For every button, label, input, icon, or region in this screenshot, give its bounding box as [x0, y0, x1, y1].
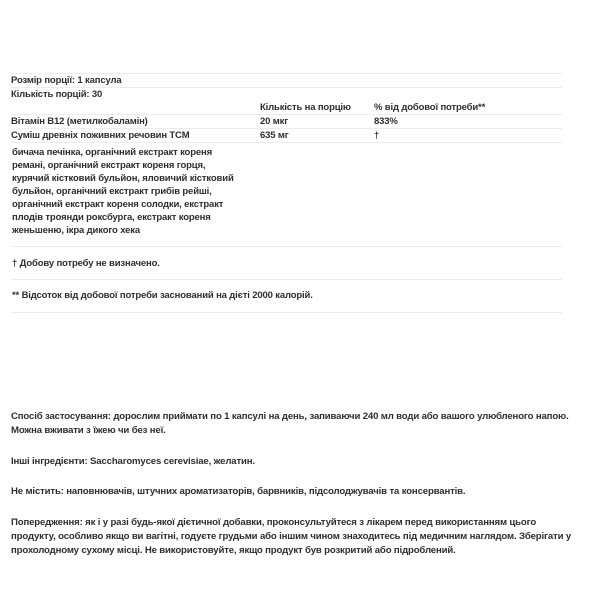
product-notes	[11, 410, 583, 559]
other-ingredients-text: Інші інгредієнти: Saccharomyces cerevisiae, желатин.	[11, 455, 255, 467]
warning-text: Попередження: як і у разі будь-якої дієтичної добавки, проконсультуйтеся з лікарем перед використанням цього продукту, особливо якщо ви вагітні, годуєте грудьми або іншим чином знаходитесь під медичним наглядом. Зберігати у прохолодному сухому місці. Не використовуйте, якщо продукт був розкритий або підроблений.	[11, 516, 572, 557]
supplement-facts-table	[11, 73, 562, 313]
table-header-row	[11, 101, 562, 115]
servings-per-container-row	[11, 88, 562, 102]
nutrient-name: Вітамін B12 (метилкобаламін)	[11, 116, 148, 127]
table-bottom-rule-cell	[11, 313, 562, 314]
blend-ingredients-cell	[11, 143, 562, 247]
nutrient-daily-value: 833%	[374, 116, 398, 127]
blend-ingredients-text: бичача печінка, органічний екстракт кореня ремані, органічний екстракт кореня горця, курячий кістковий бульйон, яловичий кістковий бульйон, органічний екстракт грибів рейші, органічний екстракт кореня солодки, екстракт плодів троянди роксбурга, екстракт кореня женьшеню, ікра дикого хека	[12, 147, 234, 236]
directions-text: Спосіб застосування: дорослим приймати по 1 капсулі на день, запиваючи 240 мл води або вашого улюбленого напою. Можна вживати з їжею чи без неї.	[11, 411, 569, 437]
footnote-daily-value-row	[11, 280, 562, 313]
free-from-text: Не містить: наповнювачів, штучних ароматизаторів, барвників, підсолоджувачів та консервантів.	[11, 486, 466, 498]
serving-size-label: Розмір порції: 1 капсула	[11, 75, 122, 86]
nutrient-name: Суміш древніх поживних речовин TCM	[11, 130, 190, 141]
column-header-daily-value: % від добової потреби**	[374, 102, 486, 113]
serving-size-row	[11, 74, 562, 88]
footnote-daily-value-text: ** Відсоток від добової потреби заснований на дієті 2000 калорій.	[12, 290, 313, 301]
blend-ingredients-row	[11, 143, 562, 247]
table-row	[11, 115, 562, 129]
nutrient-daily-value: †	[374, 130, 380, 141]
servings-per-container-label: Кількість порцій: 30	[11, 89, 103, 100]
nutrient-amount: 635 мг	[260, 130, 289, 141]
table-row	[11, 129, 562, 143]
column-header-name	[11, 101, 260, 115]
footnote-dagger-row	[11, 247, 562, 280]
nutrient-amount: 20 мкг	[260, 116, 289, 127]
column-header-amount-per-serving: Кількість на порцію	[260, 102, 351, 113]
table-bottom-rule	[11, 313, 562, 314]
footnote-dagger-text: † Добову потребу не визначено.	[12, 258, 160, 269]
